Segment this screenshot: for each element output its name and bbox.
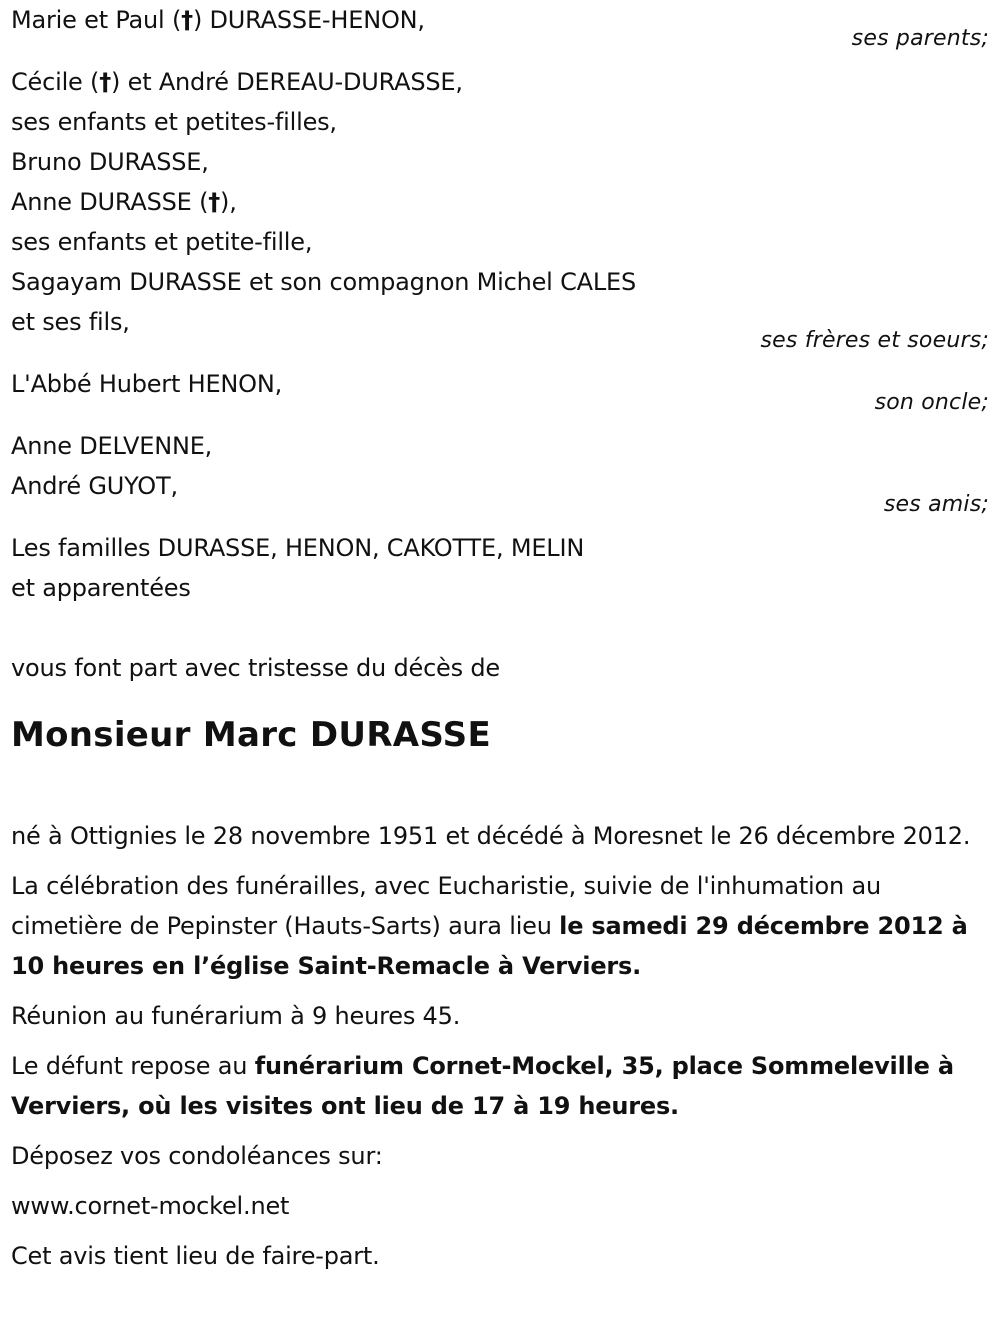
relation-label: son oncle; bbox=[874, 390, 989, 415]
website-paragraph bbox=[11, 1186, 989, 1226]
website-link[interactable]: www.cornet-mockel.net bbox=[11, 1192, 290, 1220]
family-group-siblings bbox=[11, 62, 989, 354]
meeting-paragraph: Réunion au funérarium à 9 heures 45. bbox=[11, 1002, 461, 1030]
deceased-name: Monsieur Marc DURASSE bbox=[11, 715, 491, 755]
family-line: Les familles DURASSE, HENON, CAKOTTE, MELIN bbox=[11, 534, 585, 562]
rest-paragraph: Le défunt repose au funérarium Cornet-Mockel, 35, place Sommeleville à Verviers, où les visites ont lieu de 17 à 19 heures. bbox=[11, 1052, 954, 1120]
cross-icon: † bbox=[99, 68, 112, 96]
family-group-parents bbox=[11, 0, 989, 52]
family-group-families bbox=[11, 528, 989, 608]
family-group-uncle bbox=[11, 364, 989, 416]
family-line: André GUYOT, bbox=[11, 472, 178, 500]
family-line: Sagayam DURASSE et son compagnon Michel CALES bbox=[11, 268, 637, 296]
family-group-friends bbox=[11, 426, 989, 518]
obituary-notice bbox=[11, 0, 989, 1286]
family-line: et apparentées bbox=[11, 574, 191, 602]
relation-label: ses parents; bbox=[851, 26, 989, 51]
family-line: Bruno DURASSE, bbox=[11, 148, 209, 176]
family-line: L'Abbé Hubert HENON, bbox=[11, 370, 283, 398]
funeral-home-details: funérarium Cornet-Mockel, 35, place Sommeleville à Verviers, où les visites ont lieu de 17 à 19 heures. bbox=[11, 1052, 954, 1120]
family-line: ses enfants et petite-fille, bbox=[11, 228, 313, 256]
family-line: Cécile (†) et André DEREAU-DURASSE, bbox=[11, 62, 989, 102]
family-line: Anne DELVENNE, bbox=[11, 432, 213, 460]
relation-label: ses amis; bbox=[883, 492, 989, 517]
ceremony-paragraph: La célébration des funérailles, avec Eucharistie, suivie de l'inhumation au cimetière de Pepinster (Hauts-Sarts) aura lieu le samedi 29 décembre 2012 à 10 heures en l’église Saint-Remacle à Verviers. bbox=[11, 872, 968, 980]
cross-icon: † bbox=[208, 188, 221, 216]
ceremony-details: le samedi 29 décembre 2012 à 10 heures en l’église Saint-Remacle à Verviers. bbox=[11, 912, 968, 980]
condolences-paragraph: Déposez vos condoléances sur: bbox=[11, 1142, 383, 1170]
family-line: et ses fils, bbox=[11, 308, 130, 336]
family-line: Marie et Paul (†) DURASSE-HENON, bbox=[11, 0, 989, 40]
closing-paragraph: Cet avis tient lieu de faire-part. bbox=[11, 1242, 380, 1270]
birth-death-paragraph: né à Ottignies le 28 novembre 1951 et décédé à Moresnet le 26 décembre 2012. bbox=[11, 822, 971, 850]
cross-icon: † bbox=[181, 6, 193, 34]
announcement-text: vous font part avec tristesse du décès de bbox=[11, 654, 500, 682]
family-line: ses enfants et petites-filles, bbox=[11, 108, 337, 136]
relation-label: ses frères et soeurs; bbox=[760, 328, 989, 353]
family-line: Anne DURASSE (†), bbox=[11, 182, 989, 222]
